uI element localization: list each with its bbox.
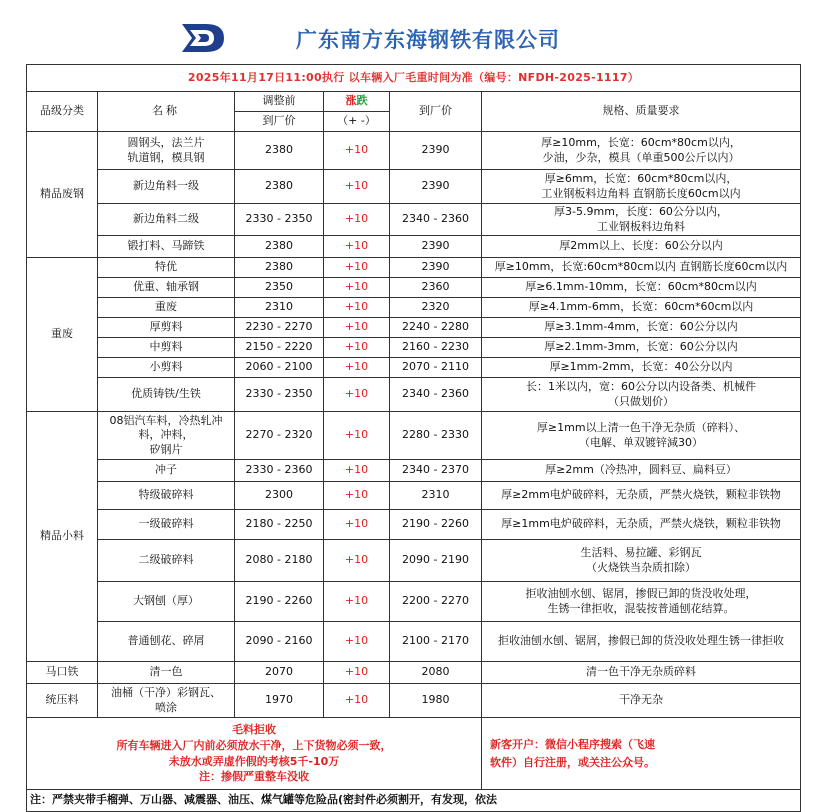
price-change: +10 [324,540,390,582]
spec-text: 清一色干净无杂质碎料 [482,662,801,684]
header-spec: 规格、质量要求 [482,92,801,132]
spec-text: 厚≥1mm电炉破碎料，无杂质，严禁火烧铁，颗粒非铁物 [482,510,801,540]
price-after: 2100 - 2170 [390,622,482,662]
table-row [27,378,801,412]
spec-text: 厚≥6mm，长宽：60cm*80cm以内， 工业钢板料边角料 直钢筋长度60cm以内 [482,170,801,204]
item-name: 08铝汽车料，冷热轧冲 料，冲料， 矽钢片 [98,412,235,460]
price-before: 2060 - 2100 [235,358,324,378]
item-name: 特级破碎料 [98,482,235,510]
price-after: 2310 [390,482,482,510]
rejection-notice: 毛料拒收 所有车辆进入厂内前必须放水干净，上下货物必须一致， 未放水或弄虚作假的考核5千-10万 注：掺假严重整车没收 [27,718,482,790]
item-name: 新边角料一级 [98,170,235,204]
spec-text: 厚≥3.1mm-4mm，长宽：60公分以内 [482,318,801,338]
price-after: 2340 - 2360 [390,204,482,236]
price-before: 1970 [235,684,324,718]
price-after: 2200 - 2270 [390,582,482,622]
spec-text: 厚≥4.1mm-6mm，长宽：60cm*60cm以内 [482,298,801,318]
price-change: +10 [324,358,390,378]
table-row [27,460,801,482]
group-label: 精品废钢 [27,132,98,258]
rise-label: 涨 [345,94,357,108]
price-after: 2390 [390,170,482,204]
price-before: 2350 [235,278,324,298]
header-rise-fall [324,92,390,112]
price-before: 2310 [235,298,324,318]
price-before: 2080 - 2180 [235,540,324,582]
table-row [27,236,801,258]
header-factory-price: 到厂价 [390,92,482,132]
item-name: 冲子 [98,460,235,482]
price-after: 2160 - 2230 [390,338,482,358]
table-row [27,482,801,510]
price-before: 2330 - 2360 [235,460,324,482]
table-row [27,204,801,236]
price-change: +10 [324,258,390,278]
group-label: 重废 [27,258,98,412]
header-name: 名称 [98,92,235,132]
price-change: +10 [324,318,390,338]
spec-text: 生活料、易拉罐、彩钢瓦 （火烧铁当杂质扣除） [482,540,801,582]
spec-text: 厚≥10mm，长宽:60cm*80cm以内 直钢筋长度60cm以内 [482,258,801,278]
price-after: 2340 - 2360 [390,378,482,412]
spec-text: 厚≥2mm电炉破碎料，无杂质，严禁火烧铁，颗粒非铁物 [482,482,801,510]
price-change: +10 [324,378,390,412]
price-change: +10 [324,582,390,622]
table-row [27,510,801,540]
company-header [26,12,800,64]
table-row [27,622,801,662]
price-before: 2150 - 2220 [235,338,324,358]
table-row [27,170,801,204]
item-name: 优重、轴承钢 [98,278,235,298]
group-label: 马口铁 [27,662,98,684]
price-before: 2380 [235,170,324,204]
group-label: 精品小料 [27,412,98,662]
table-row [27,298,801,318]
price-after: 2390 [390,258,482,278]
price-before: 2380 [235,258,324,278]
spec-text: 厚≥6.1mm-10mm，长宽：60cm*80cm以内 [482,278,801,298]
item-name: 优质铸铁/生铁 [98,378,235,412]
price-before: 2270 - 2320 [235,412,324,460]
price-after: 2240 - 2280 [390,318,482,338]
spec-text: 厚≥10mm，长宽：60cm*80cm以内， 少油，少杂，模具（单重500公斤以内） [482,132,801,170]
price-change: +10 [324,236,390,258]
item-name: 油桶（干净）彩钢瓦、 喷涂 [98,684,235,718]
header-before: 调整前 [235,92,324,112]
spec-text: 厚≥1mm-2mm，长宽：40公分以内 [482,358,801,378]
price-change: +10 [324,412,390,460]
price-change: +10 [324,338,390,358]
price-change: +10 [324,204,390,236]
item-name: 特优 [98,258,235,278]
spec-text: 长：1米以内，宽：60公分以内设备类、机械件 （只做划价） [482,378,801,412]
new-customer-notice: 新客开户：微信小程序搜索（飞速 软件）自行注册，或关注公众号。 [482,718,801,790]
price-before: 2190 - 2260 [235,582,324,622]
header-factory-price-before: 到厂价 [235,112,324,132]
price-change: +10 [324,622,390,662]
item-name: 一级破碎料 [98,510,235,540]
price-before: 2180 - 2250 [235,510,324,540]
price-change: +10 [324,662,390,684]
price-after: 2340 - 2370 [390,460,482,482]
item-name: 大钢刨（厚） [98,582,235,622]
item-name: 圆钢头，法兰片 轨道钢，模具钢 [98,132,235,170]
price-before: 2380 [235,132,324,170]
price-after: 1980 [390,684,482,718]
price-before: 2070 [235,662,324,684]
price-change: +10 [324,170,390,204]
header-category: 品级分类 [27,92,98,132]
company-name: 广东南方东海钢铁有限公司 [296,28,560,52]
table-row [27,278,801,298]
item-name: 新边角料二级 [98,204,235,236]
footnote: 注：严禁夹带手榴弹、万山器、减震器、油压、煤气罐等危险品(密封件必须割开，有发现，依法 [27,790,801,812]
spec-text: 拒收油刨水刨、锯屑，掺假已卸的货没收处理， 生锈一律拒收，混装按普通刨花结算。 [482,582,801,622]
price-before: 2330 - 2350 [235,204,324,236]
spec-text: 拒收油刨水刨、锯屑，掺假已卸的货没收处理生锈一律拒收 [482,622,801,662]
item-name: 清一色 [98,662,235,684]
item-name: 厚剪料 [98,318,235,338]
price-table [26,64,801,812]
price-after: 2320 [390,298,482,318]
price-before: 2300 [235,482,324,510]
price-change: +10 [324,482,390,510]
price-after: 2360 [390,278,482,298]
table-row [27,338,801,358]
item-name: 普通刨花、碎屑 [98,622,235,662]
price-change: +10 [324,510,390,540]
item-name: 中剪料 [98,338,235,358]
table-row [27,684,801,718]
price-before: 2090 - 2160 [235,622,324,662]
fall-label: 跌 [356,94,368,108]
table-row [27,132,801,170]
price-after: 2070 - 2110 [390,358,482,378]
spec-text: 厚3-5.9mm，长度：60公分以内， 工业钢板料边角料 [482,204,801,236]
spec-text: 厚≥2mm（冷热冲，圆料豆、扁料豆） [482,460,801,482]
company-logo [176,20,228,56]
price-change: +10 [324,132,390,170]
price-after: 2090 - 2190 [390,540,482,582]
group-label: 统压料 [27,684,98,718]
item-name: 小剪料 [98,358,235,378]
price-after: 2280 - 2330 [390,412,482,460]
price-before: 2330 - 2350 [235,378,324,412]
price-after: 2080 [390,662,482,684]
table-row [27,412,801,460]
item-name: 锻打料、马蹄铁 [98,236,235,258]
table-row [27,258,801,278]
header-sign: （+ -） [324,112,390,132]
price-before: 2230 - 2270 [235,318,324,338]
price-change: +10 [324,278,390,298]
table-row [27,358,801,378]
price-change: +10 [324,684,390,718]
price-before: 2380 [235,236,324,258]
spec-text: 厚≥2.1mm-3mm，长宽：60公分以内 [482,338,801,358]
price-after: 2390 [390,132,482,170]
price-after: 2390 [390,236,482,258]
effective-notice: 2025年11月17日11:00执行 以车辆入厂毛重时间为准（编号：NFDH-2025-1117） [27,65,801,92]
spec-text: 厚≥1mm以上清一色干净无杂质（碎料）、 （电解、单双镀锌減30） [482,412,801,460]
price-change: +10 [324,298,390,318]
table-row [27,582,801,622]
table-row [27,662,801,684]
item-name: 重废 [98,298,235,318]
table-row [27,318,801,338]
price-after: 2190 - 2260 [390,510,482,540]
item-name: 二级破碎料 [98,540,235,582]
table-row [27,540,801,582]
spec-text: 干净无杂 [482,684,801,718]
spec-text: 厚2mm以上、长度：60公分以内 [482,236,801,258]
price-change: +10 [324,460,390,482]
